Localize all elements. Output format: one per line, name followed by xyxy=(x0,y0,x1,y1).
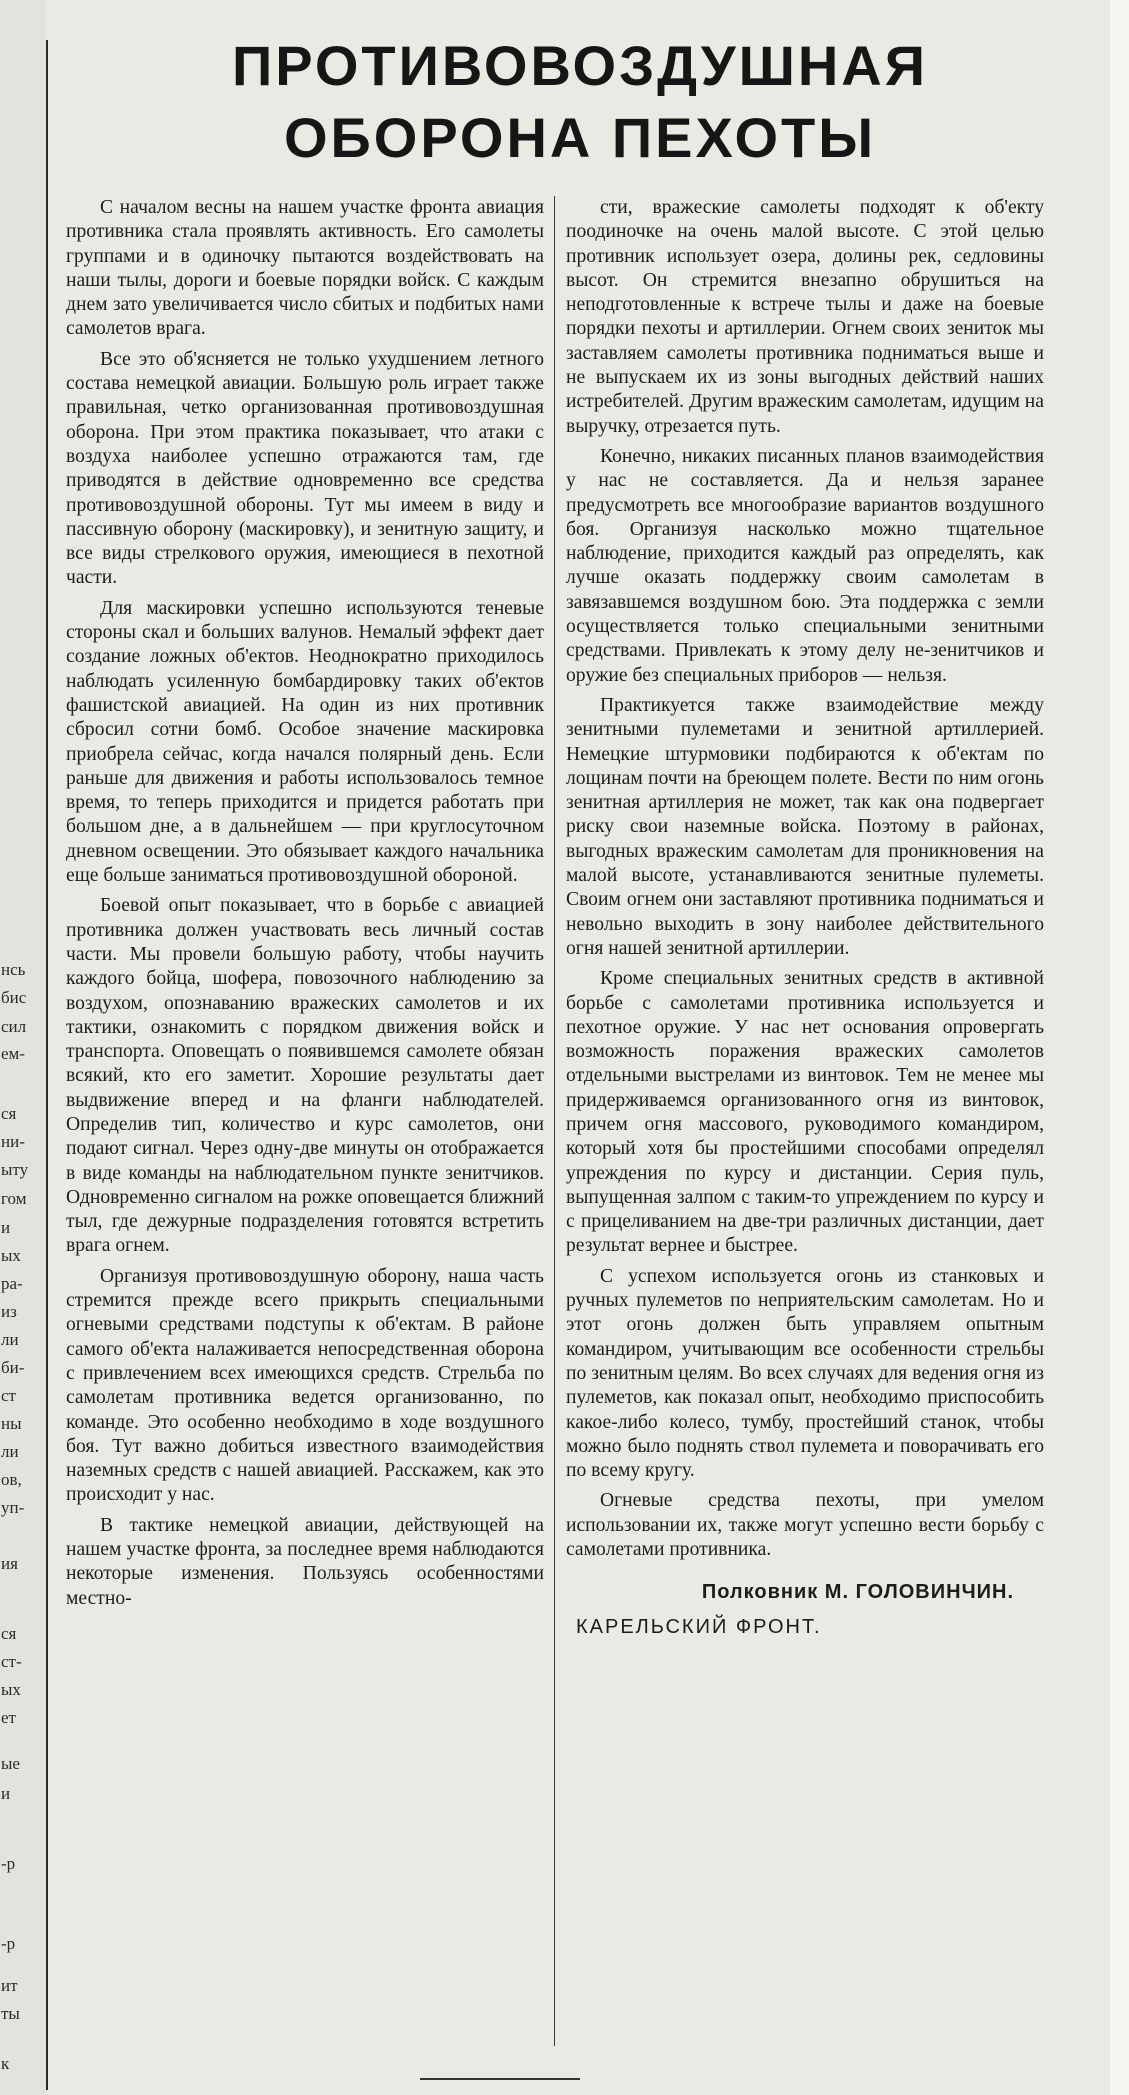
adjacent-column-text-fragment: из xyxy=(1,1302,17,1321)
article-paragraph: В тактике немецкой авиации, действующей на нашем участке фронта, за последнее время наблюдаются некоторые изменения. Пользуясь особенностями местно- xyxy=(66,1514,544,1609)
article-headline xyxy=(60,30,1100,174)
adjacent-column-text-fragment: ые xyxy=(1,1754,20,1773)
headline-line-1: ПРОТИВОВОЗДУШНАЯ xyxy=(232,34,928,97)
article-paragraph: сти, вражеские самолеты подходят к об'екту поодиночке на очень малой высоте. С этой целью противник использует озера, долины рек, седловины высот. Он стремится внезапно обрушиться на неподготовленные к встрече тылы и даже на боевые порядки пехоты и артиллерии. Огнем своих зениток мы заставляем самолеты противника подниматься выше и не выпускаем их из зоны выгодных действий наших истребителей. Другим вражеским самолетам, идущим на выручку, отрезается путь. xyxy=(566,197,1044,437)
article-paragraph: С успехом используется огонь из станковых и ручных пулеметов по неприятельским самолетам. Но и этот огонь должен быть управляем опытным командиром, учитывающим все особенности стрельбы по зенитным целям. Во всех случаях для ведения огня из пулеметов, как показал опыт, необходимо приспособить какое-либо колесо, тумбу, простейший станок, чтобы можно было поднять ствол пулемета и поворачивать его по всему кругу. xyxy=(566,1265,1044,1482)
column-rule xyxy=(46,40,48,2090)
adjacent-column-text-fragment: ст- xyxy=(1,1652,22,1671)
column-divider xyxy=(554,196,555,2046)
adjacent-column-text-fragment: к xyxy=(1,2054,10,2073)
adjacent-column-text-fragment: и xyxy=(1,1784,11,1803)
adjacent-column-text-fragment: ых xyxy=(1,1680,21,1699)
adjacent-column-text-fragment: ны xyxy=(1,1414,22,1433)
adjacent-column-text-fragment: и xyxy=(1,1218,11,1237)
adjacent-column-text-fragment: би- xyxy=(1,1358,25,1377)
adjacent-column-text-fragment: уп- xyxy=(1,1498,25,1517)
article-paragraph: Конечно, никаких писанных планов взаимодействия у нас не составляется. Да и нельзя заранее предусмотреть все многообразие вариантов воздушного боя. Организуя насколько можно тщательное наблюдение, приходится каждый раз определять, как лучше оказать поддержку своим самолетам в завязавшемся воздушном бою. Эта поддержка с земли осуществляется только специальными зенитными средствами. Привлекать к этому делу не-зенитчиков и оружие без специальных приборов — нельзя. xyxy=(566,445,1044,686)
adjacent-column-text-fragment: ем- xyxy=(1,1044,25,1063)
adjacent-column-text-fragment: ли xyxy=(1,1330,19,1349)
adjacent-column-text-fragment: ыту xyxy=(1,1160,29,1179)
headline-line-2: ОБОРОНА ПЕХОТЫ xyxy=(283,106,877,169)
article-paragraph: Кроме специальных зенитных средств в активной борьбе с самолетами противника используется и пехотное оружие. У нас нет основания опровергать возможность поражения вражеских самолетов отдельными выстрелами из винтовок. Тем не менее мы придерживаемся организованного огня из винтовок, причем огня массового, руководимого командиром, который хотя бы простейшими способами определял упреждения по курсу и дистанции. Серия пуль, выпущенная залпом с таким-то упреждением по курсу и с прицеливанием на две-три различных дистанции, дает результат вернее и быстрее. xyxy=(566,968,1044,1257)
adjacent-column-text-fragment: ся xyxy=(1,1104,17,1123)
adjacent-column-text-fragment: ра- xyxy=(1,1274,23,1293)
bottom-rule xyxy=(420,2078,580,2080)
adjacent-column-text-fragment: ия xyxy=(1,1554,18,1573)
article-paragraph: Боевой опыт показывает, что в борьбе с авиацией противника должен участвовать весь личный состав части. Мы провели большую работу, чтобы научить каждого бойца, шофера, повозочного наблюдению за воздухом, опознаванию вражеских самолетов и их тактики, ознакомить с порядком движения войск и транспорта. Оповещать о появившемся самолете обязан всякий, кто его заметит. Хорошие результаты дает выдвижение вперед и на фланги наблюдателей. Определив тип, количество и курс самолетов, они подают сигнал. Через одну-две минуты он отображается в виде команды на наблюдательном пункте зенитчиков. Одновременно сигналом на рожке оповещается ближний тыл, где дежурные подразделения готовятся встретить врага огнем. xyxy=(66,895,544,1257)
adjacent-column-text-fragment: гом xyxy=(1,1189,27,1208)
adjacent-column-text-fragment: сил xyxy=(1,1017,27,1036)
adjacent-column-text-fragment: -р xyxy=(1,1854,16,1873)
author-signature: Полковник М. ГОЛОВИНЧИН. xyxy=(701,1581,1014,1604)
adjacent-column-text-fragment: ст xyxy=(1,1386,16,1405)
adjacent-column-text-fragment: ты xyxy=(1,2004,20,2023)
adjacent-column-text-fragment: нсь xyxy=(1,960,26,979)
author-front: КАРЕЛЬСКИЙ ФРОНТ. xyxy=(576,1615,822,1638)
adjacent-column-text-fragment: ли xyxy=(1,1442,19,1461)
article-paragraph: Практикуется также взаимодействие между зенитными пулеметами и зенитной артиллерией. Немецкие штурмовики подбираются к об'ектам по лощинам почти на бреющем полете. Вести по ним огонь зенитная артиллерия не может, так как она подвергает риску свои наземные войска. Поэтому в районах, выгодных вражеским самолетам для проникновения на малой высоте, устанавливаются зенитные пулеметы. Своим огнем они заставляют противника подниматься и невольно выходить в зону наиболее действительного огня нашей зенитной артиллерии. xyxy=(566,694,1044,959)
adjacent-column-text-fragment: ит xyxy=(1,1976,18,1995)
article-column-left xyxy=(66,196,544,1617)
adjacent-column-text-fragment: ни- xyxy=(1,1132,25,1151)
adjacent-column-fragment xyxy=(0,0,46,2095)
adjacent-column-text-fragment: -р xyxy=(1,1934,16,1953)
article-paragraph: Организуя противовоздушную оборону, наша часть стремится прежде всего прикрыть специальными огневыми средствами подступы к об'ектам. В районе самого об'екта налаживается непосредственная оборона с привлечением всех имеющихся средств. Стрельба по самолетам противника ведется организованно, по команде. Это особенно необходимо в ходе воздушного боя. Тут важно добиться известного взаимодействия наземных средств с нашей авиацией. Расскажем, как это происходит у нас. xyxy=(66,1265,544,1506)
article-paragraph: Для маскировки успешно используются теневые стороны скал и больших валунов. Немалый эффект дает создание ложных об'ектов. Неоднократно приходилось наблюдать усиленную бомбардировку таких об'ектов фашистской авиацией. На один из них противник сбросил сотни бомб. Особое значение маскировка приобрела сейчас, когда начался полярный день. Если раньше для движения и работы использовалось темное время, то теперь приходится и придется работать при большом дне, а в дальнейшем — при круглосуточном дневном освещении. Это обязывает каждого начальника еще больше заниматься противовоздушной обороной. xyxy=(66,597,544,887)
article-paragraph: Огневые средства пехоты, при умелом использовании их, также могут успешно вести борьбу с самолетами противника. xyxy=(566,1490,1044,1561)
adjacent-column-text-fragment: ет xyxy=(1,1708,16,1727)
adjacent-column-text-fragment: ов, xyxy=(1,1470,22,1489)
adjacent-column-text-fragment: бис xyxy=(1,988,27,1007)
article-paragraph: С началом весны на нашем участке фронта авиация противника стала проявлять активность. Его самолеты группами и в одиночку пытаются воздействовать на наши тылы, дороги и боевые порядки войск. С каждым днем зато увеличивается число сбитых и подбитых нами самолетов врага. xyxy=(66,197,544,340)
page-edge xyxy=(1110,0,1129,2095)
adjacent-column-text-fragment: ых xyxy=(1,1246,21,1265)
adjacent-column-text-fragment: ся xyxy=(1,1624,17,1643)
article-column-right xyxy=(566,196,1044,1639)
article-paragraph: Все это об'ясняется не только ухудшением летного состава немецкой авиации. Большую роль играет также правильная, четко организованная противовоздушная оборона. При этом практика показывает, что атаки с воздуха наиболее успешно отражаются там, где приводятся в действие одновременно все средства противовоздушной обороны. Тут мы имеем в виду и пассивную оборону (маскировку), и зенитную защиту, и все виды стрелкового оружия, имеющиеся в пехотной части. xyxy=(66,348,544,589)
